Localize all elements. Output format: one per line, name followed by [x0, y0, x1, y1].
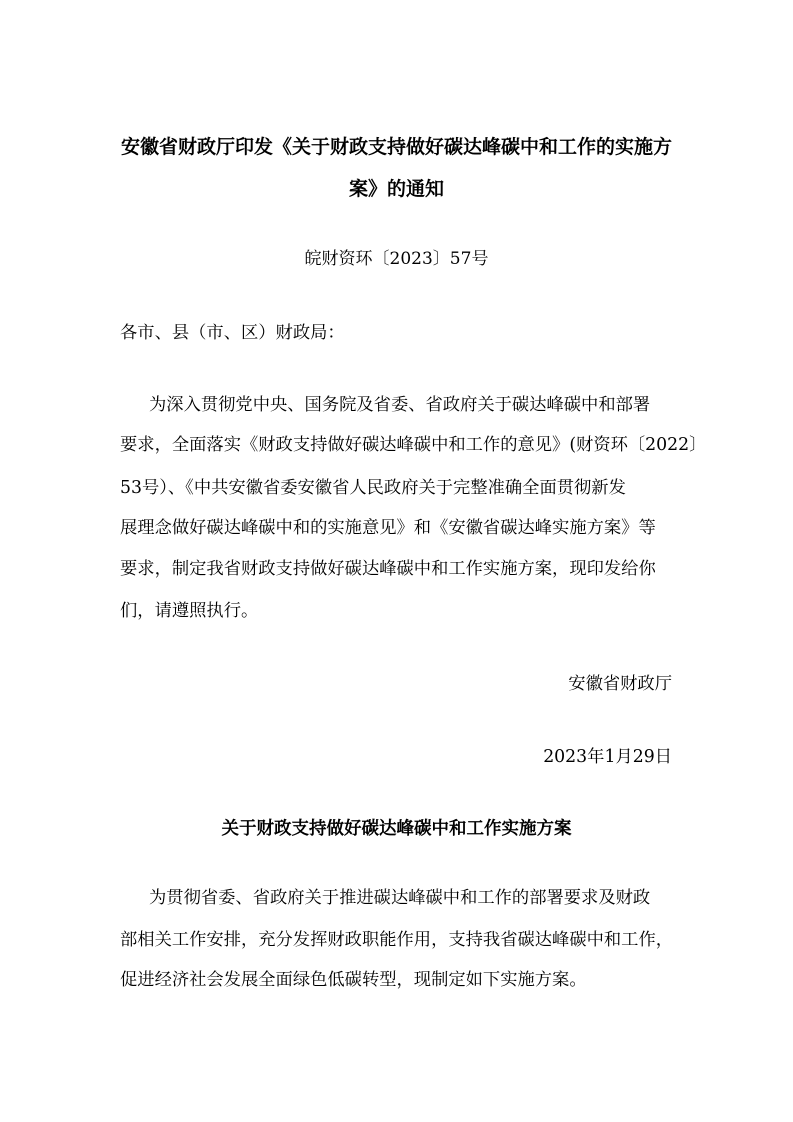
- document-number: 皖财资环〔2023〕57号: [304, 249, 489, 269]
- salutation: 各市、县（市、区）财政局：: [120, 323, 345, 343]
- body-line: 们，请遵照执行。: [120, 601, 259, 621]
- body-line: 53号）、《中共安徽省委安徽省人民政府关于完整准确全面贯彻新发: [120, 478, 626, 498]
- date: 2023年1月29日: [543, 747, 672, 767]
- plan-title: 关于财政支持做好碳达峰碳中和工作实施方案: [221, 819, 572, 839]
- plan-intro-line: 为贯彻省委、省政府关于推进碳达峰碳中和工作的部署要求及财政: [149, 888, 651, 908]
- body-line: 为深入贯彻党中央、国务院及省委、省政府关于碳达峰碳中和部署: [149, 395, 651, 415]
- signature: 安徽省财政厅: [568, 674, 672, 694]
- plan-intro-line: 促进经济社会发展全面绿色低碳转型，现制定如下实施方案。: [120, 970, 587, 990]
- notice-title-line-2: 案》的通知: [348, 178, 444, 200]
- body-line: 要求，制定我省财政支持做好碳达峰碳中和工作实施方案，现印发给你: [120, 559, 656, 579]
- body-line: 要求，全面落实《财政支持做好碳达峰碳中和工作的意见》(财资环〔2022〕: [120, 435, 707, 455]
- body-line: 展理念做好碳达峰碳中和的实施意见》和《安徽省碳达峰实施方案》等: [120, 518, 656, 538]
- plan-intro-line: 部相关工作安排，充分发挥财政职能作用，支持我省碳达峰碳中和工作，: [120, 930, 674, 950]
- notice-title-line-1: 安徽省财政厅印发《关于财政支持做好碳达峰碳中和工作的实施方: [120, 136, 672, 158]
